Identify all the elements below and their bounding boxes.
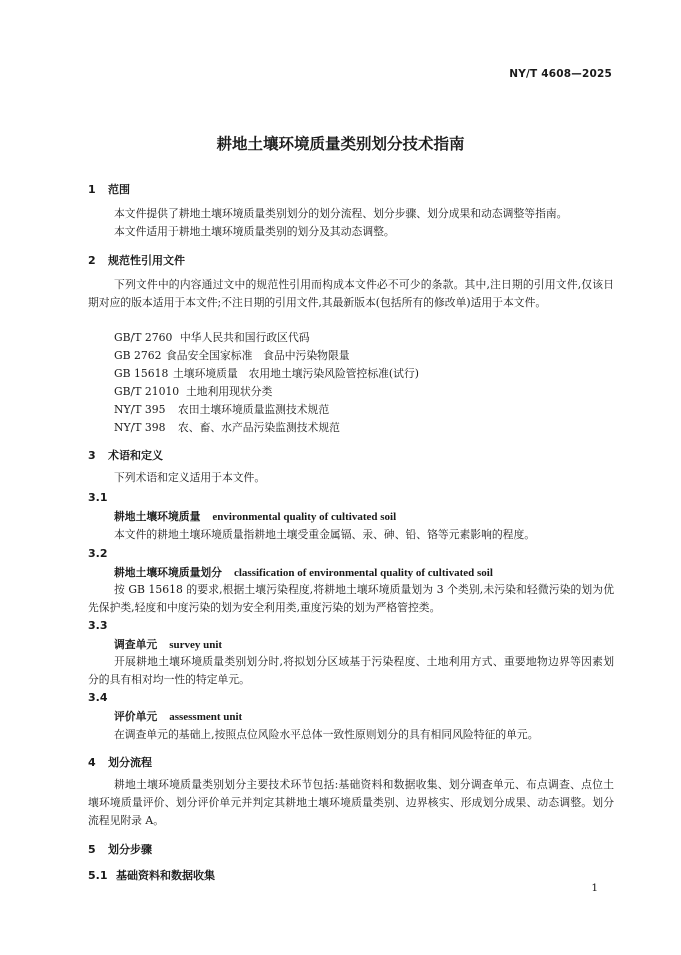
term-zh: 调查单元: [114, 638, 158, 651]
section-number: 4: [88, 756, 96, 769]
section-number: 5: [88, 843, 96, 856]
term-en: environmental quality of cultivated soil: [212, 511, 397, 523]
reference-title: 农、畜、水产品污染监测技术规范: [178, 421, 340, 434]
reference-code: NY/T 395: [114, 403, 166, 416]
section-title: 划分步骤: [108, 843, 152, 856]
term-zh: 耕地土壤环境质量: [114, 510, 201, 523]
subsection-5-1-heading: [88, 867, 215, 883]
term-en: assessment unit: [169, 711, 243, 723]
paragraph: 本文件提供了耕地土壤环境质量类别划分的划分流程、划分步骤、划分成果和动态调整等指南。: [114, 207, 568, 220]
page-title: 耕地土壤环境质量类别划分技术指南: [216, 135, 465, 153]
paragraph: 本文件适用于耕地土壤环境质量类别的划分及其动态调整。: [114, 225, 395, 238]
reference-item: [114, 402, 329, 417]
section-4-heading: [88, 754, 152, 770]
term-heading: [114, 637, 222, 652]
reference-code: GB/T 21010: [114, 385, 180, 398]
page-number: 1: [591, 882, 598, 894]
reference-title: 土壤环境质量 农用地土壤污染风险管控标准(试行): [173, 367, 419, 380]
reference-item: [114, 366, 419, 381]
section-title: 规范性引用文件: [108, 254, 185, 267]
paragraph: 耕地土壤环境质量类别划分主要技术环节包括:基础资料和数据收集、划分调查单元、布点调查、点位土壤环境质量评价、划分评价单元并判定其耕地土壤环境质量类别、边界核实、形成划分成果、动态调整。划分流程见附录 A。: [88, 778, 614, 827]
term-definition: 本文件的耕地土壤环境质量指耕地土壤受重金属镉、汞、砷、铅、铬等元素影响的程度。: [114, 528, 536, 541]
reference-code: NY/T 398: [114, 421, 166, 434]
term-zh: 耕地土壤环境质量划分: [114, 566, 222, 579]
term-number: 3.3: [88, 619, 108, 632]
section-number: 3: [88, 449, 96, 462]
section-title: 术语和定义: [108, 449, 163, 462]
term-en: survey unit: [169, 639, 223, 651]
term-heading: [114, 709, 242, 724]
section-number: 1: [88, 183, 96, 196]
section-2-heading: [88, 252, 185, 268]
term-zh: 评价单元: [114, 710, 158, 723]
reference-title: 土地利用现状分类: [186, 385, 273, 398]
paragraph: 下列术语和定义适用于本文件。: [114, 471, 266, 484]
section-title: 划分流程: [108, 756, 152, 769]
reference-code: GB/T 2760: [114, 331, 173, 344]
section-1-heading: [88, 181, 130, 197]
reference-item: [114, 420, 340, 435]
reference-item: [114, 384, 272, 399]
term-number: 3.4: [88, 691, 108, 704]
section-number: 2: [88, 254, 96, 267]
term-number: 3.1: [88, 491, 108, 504]
paragraph: 下列文件中的内容通过文中的规范性引用而构成本文件必不可少的条款。其中,注日期的引用文件,仅该日期对应的版本适用于本文件;不注日期的引用文件,其最新版本(包括所有的修改单)适用于本文件。: [88, 278, 614, 309]
term-number: 3.2: [88, 547, 108, 560]
section-5-heading: [88, 841, 152, 857]
section-3-heading: [88, 447, 163, 463]
term-en: classification of environmental quality of cultivated soil: [233, 567, 493, 579]
reference-item: [114, 330, 310, 345]
reference-code: GB 15618: [114, 367, 169, 380]
reference-code: GB 2762: [114, 349, 162, 362]
subsection-number: 5.1: [88, 869, 108, 882]
term-definition: 按 GB 15618 的要求,根据土壤污染程度,将耕地土壤环境质量划为 3 个类别,未污染和轻微污染的划为优先保护类,轻度和中度污染的划为安全利用类,重度污染的划为严格管控类。: [88, 583, 614, 614]
reference-title: 农田土壤环境质量监测技术规范: [178, 403, 330, 416]
reference-title: 中华人民共和国行政区代码: [180, 331, 310, 344]
term-heading: [114, 565, 493, 580]
doc-code: NY/T 4608—2025: [509, 68, 612, 80]
reference-item: [114, 348, 350, 363]
term-definition: 在调查单元的基础上,按照点位风险水平总体一致性原则划分的具有相同风险特征的单元。: [114, 728, 539, 741]
term-definition: 开展耕地土壤环境质量类别划分时,将拟划分区域基于污染程度、土地利用方式、重要地物边界等因素划分的具有相对均一性的特定单元。: [88, 655, 614, 686]
section-title: 范围: [108, 183, 130, 196]
term-heading: [114, 509, 396, 524]
reference-title: 食品安全国家标准 食品中污染物限量: [166, 349, 350, 362]
subsection-title: 基础资料和数据收集: [116, 869, 215, 882]
